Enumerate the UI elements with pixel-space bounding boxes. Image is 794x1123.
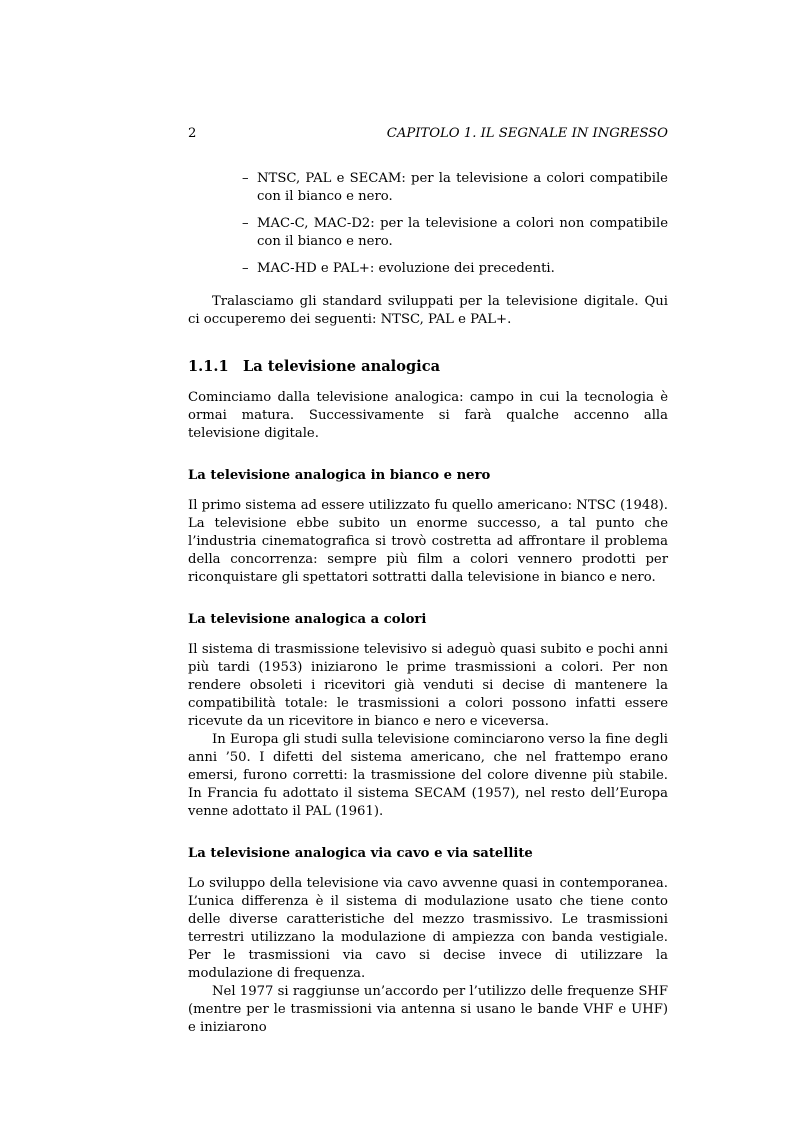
- subsection-heading-cavo-satellite: La televisione analogica via cavo e via satellite: [188, 846, 533, 861]
- list-item: [242, 215, 668, 251]
- list-item-text: NTSC, PAL e SECAM: per la televisione a colori compatibile con il bianco e nero.: [257, 171, 668, 204]
- list-item-text: MAC-HD e PAL+: evoluzione dei precedenti.: [257, 261, 555, 276]
- paragraph: Lo sviluppo della televisione via cavo avvenne quasi in contemporanea. L’unica differenza è il sistema di modulazione usato che tiene conto delle diverse caratteristiche del mezzo trasmissivo. Le trasmissioni terrestri utilizzano la modulazione di ampiezza con banda vestigiale. Per le trasmissioni via cavo si decise invece di utilizzare la modulazione di frequenza.: [188, 876, 668, 981]
- list-item: [242, 170, 668, 206]
- page-number: 2: [188, 126, 197, 141]
- list-dash: –: [242, 261, 249, 276]
- section-title: La televisione analogica: [243, 358, 441, 375]
- list-dash: –: [242, 171, 249, 186]
- paragraph: Il primo sistema ad essere utilizzato fu quello americano: NTSC (1948). La televisione ebbe subito un enorme successo, a tal punto che l’industria cinematografica si trovò costretta ad affrontare il problema della concorrenza: sempre più film a colori vennero prodotti per riconquistare gli spettatori sottratti dalla televisione in bianco e nero.: [188, 498, 668, 585]
- paragraph: Il sistema di trasmissione televisivo si adeguò quasi subito e pochi anni più tardi (1953) iniziarono le prime trasmissioni a colori. Per non rendere obsoleti i ricevitori già venduti si decise di mantenere la compatibilità totale: le trasmissioni a colori possono infatti essere ricevute da un ricevitore in bianco e nero e viceversa.: [188, 642, 668, 729]
- document-page: [188, 125, 668, 1037]
- list-item: [242, 260, 668, 278]
- list-item-text: MAC-C, MAC-D2: per la televisione a colori non compatibile con il bianco e nero.: [257, 216, 668, 249]
- subsection-heading-bianco-nero: La televisione analogica in bianco e nero: [188, 468, 491, 483]
- running-header: [188, 125, 668, 147]
- section-intro-paragraph: Cominciamo dalla televisione analogica: campo in cui la tecnologia è ormai matura. Successivamente si farà qualche accenno alla televisione digitale.: [188, 390, 668, 441]
- paragraph: In Europa gli studi sulla televisione cominciarono verso la fine degli anni ’50. I difetti del sistema americano, che nel frattempo erano emersi, furono corretti: la trasmissione del colore divenne più stabile. In Francia fu adottato il sistema SECAM (1957), nel resto dell’Europa venne adottato il PAL (1961).: [188, 732, 668, 819]
- subsection-heading-colori: La televisione analogica a colori: [188, 612, 427, 627]
- intro-paragraph: Tralasciamo gli standard sviluppati per la televisione digitale. Qui ci occuperemo dei seguenti: NTSC, PAL e PAL+.: [188, 294, 668, 327]
- section-heading: [188, 357, 668, 377]
- standards-list: [188, 170, 668, 278]
- list-dash: –: [242, 216, 249, 231]
- section-number: 1.1.1: [188, 358, 229, 375]
- paragraph: Nel 1977 si raggiunse un’accordo per l’utilizzo delle frequenze SHF (mentre per le trasmissioni via antenna si usano le bande VHF e UHF) e iniziarono: [188, 984, 668, 1035]
- running-title: CAPITOLO 1. IL SEGNALE IN INGRESSO: [386, 126, 668, 141]
